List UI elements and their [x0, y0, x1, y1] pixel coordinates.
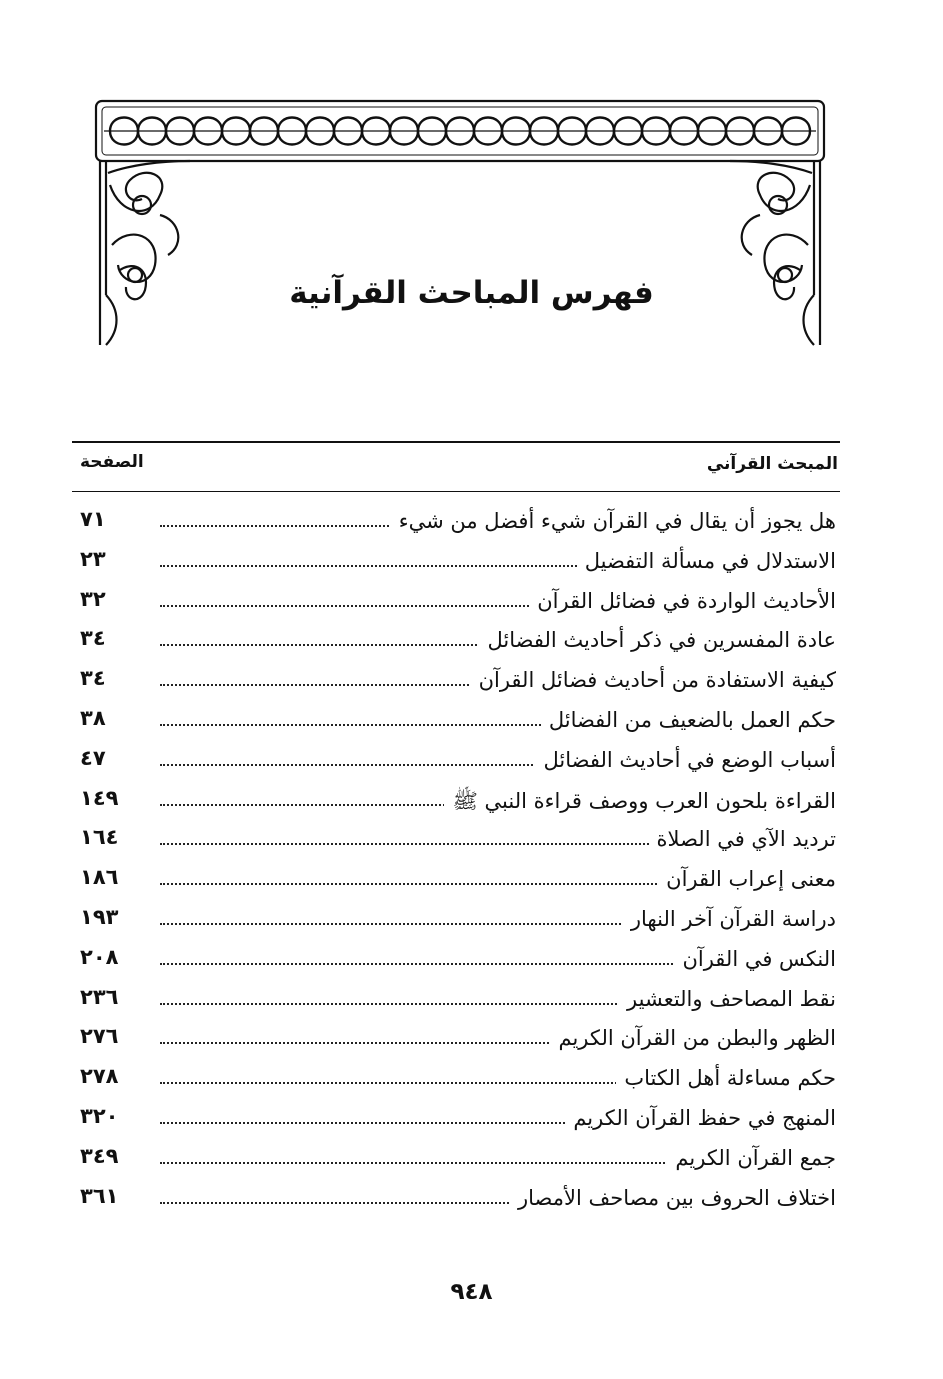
toc-entry[interactable] — [72, 863, 840, 903]
toc-entry-page: ٣٢٠ — [80, 1103, 119, 1128]
toc-entry-title: هل يجوز أن يقال في القرآن شيء أفضل من شيء — [391, 509, 836, 533]
toc-entry-page: ١٨٦ — [80, 865, 119, 890]
toc-entry-page: ٤٧ — [80, 745, 106, 770]
toc-entry[interactable] — [72, 823, 840, 863]
toc-entry-page: ٢٧٦ — [80, 1024, 119, 1049]
toc-entry[interactable] — [72, 704, 840, 744]
toc-entry-title: النكس في القرآن — [674, 947, 836, 971]
toc-entry-page: ٣٤٩ — [80, 1143, 119, 1168]
toc-entry-title: حكم العمل بالضعيف من الفضائل — [541, 708, 836, 732]
toc-entry[interactable] — [72, 505, 840, 545]
toc-entry-page: ٣٨ — [80, 705, 106, 730]
toc-entry-title: الأحاديث الواردة في فضائل القرآن — [529, 589, 836, 613]
toc-entry[interactable] — [72, 744, 840, 784]
toc-entry-page: ١٩٣ — [80, 904, 119, 929]
toc-entry-title: المنهج في حفظ القرآن الكريم — [565, 1106, 836, 1130]
toc-entry[interactable] — [72, 1142, 840, 1182]
header-top-rule — [72, 441, 840, 443]
page-title: فهرس المباحث القرآنية — [289, 275, 654, 311]
toc-entry-title: نقط المصاحف والتعشير — [619, 987, 836, 1011]
toc-entry-title: القراءة بلحون العرب ووصف قراءة النبي ﷺ — [444, 788, 836, 819]
toc-entry-title: حكم مساءلة أهل الكتاب — [616, 1066, 836, 1090]
toc-entry[interactable] — [72, 784, 840, 824]
toc-entry-page: ٢٠٨ — [80, 944, 119, 969]
toc-entry-page: ٧١ — [80, 507, 106, 531]
toc-entry-title: عادة المفسرين في ذكر أحاديث الفضائل — [479, 628, 836, 652]
toc-entry-title: معنى إعراب القرآن — [658, 867, 836, 891]
toc-entry[interactable] — [72, 624, 840, 664]
toc-entry-page: ٣٤ — [80, 626, 106, 651]
toc-entry[interactable] — [72, 1102, 840, 1142]
toc-entry-title: الظهر والبطن من القرآن الكريم — [550, 1026, 836, 1050]
toc-entry-title: أسباب الوضع في أحاديث الفضائل — [535, 748, 836, 772]
toc-entry-page: ٣٤ — [80, 666, 106, 691]
toc-entry[interactable] — [72, 943, 840, 983]
toc-entry[interactable] — [72, 983, 840, 1023]
toc-entry-page: ٣٦١ — [80, 1183, 119, 1208]
toc-entry-title: ترديد الآي في الصلاة — [649, 827, 836, 851]
toc-entry-page: ١٦٤ — [80, 825, 119, 850]
toc-entry-page: ١٤٩ — [80, 785, 119, 810]
toc-entry-title: كيفية الاستفادة من أحاديث فضائل القرآن — [471, 668, 836, 692]
toc-entry-title: دراسة القرآن آخر النهار — [623, 907, 836, 931]
toc-entry-page: ٢٧٨ — [80, 1064, 119, 1089]
toc-entry-page: ٢٣ — [80, 546, 106, 571]
toc-entry[interactable] — [72, 1022, 840, 1062]
toc-entry[interactable] — [72, 1062, 840, 1102]
toc-entry[interactable] — [72, 664, 840, 704]
toc-entry-title: اختلاف الحروف بين مصاحف الأمصار — [510, 1186, 836, 1210]
toc-entry[interactable] — [72, 903, 840, 943]
toc-entry[interactable] — [72, 545, 840, 585]
toc-entry-page: ٣٢ — [80, 586, 106, 611]
toc-list — [72, 505, 840, 1221]
toc-entry-title: جمع القرآن الكريم — [667, 1146, 836, 1170]
toc-entry-title: الاستدلال في مسألة التفضيل — [577, 549, 836, 573]
toc-entry[interactable] — [72, 1182, 840, 1222]
toc-entry-page: ٢٣٦ — [80, 984, 119, 1009]
header-bottom-rule — [72, 491, 840, 492]
page-number: ٩٤٨ — [450, 1279, 493, 1305]
ornamental-frame — [90, 95, 830, 350]
toc-header — [72, 450, 840, 486]
header-page-label: الصفحة — [80, 452, 144, 472]
toc-entry[interactable] — [72, 585, 840, 625]
header-topic-label: المبحث القرآني — [706, 454, 838, 474]
